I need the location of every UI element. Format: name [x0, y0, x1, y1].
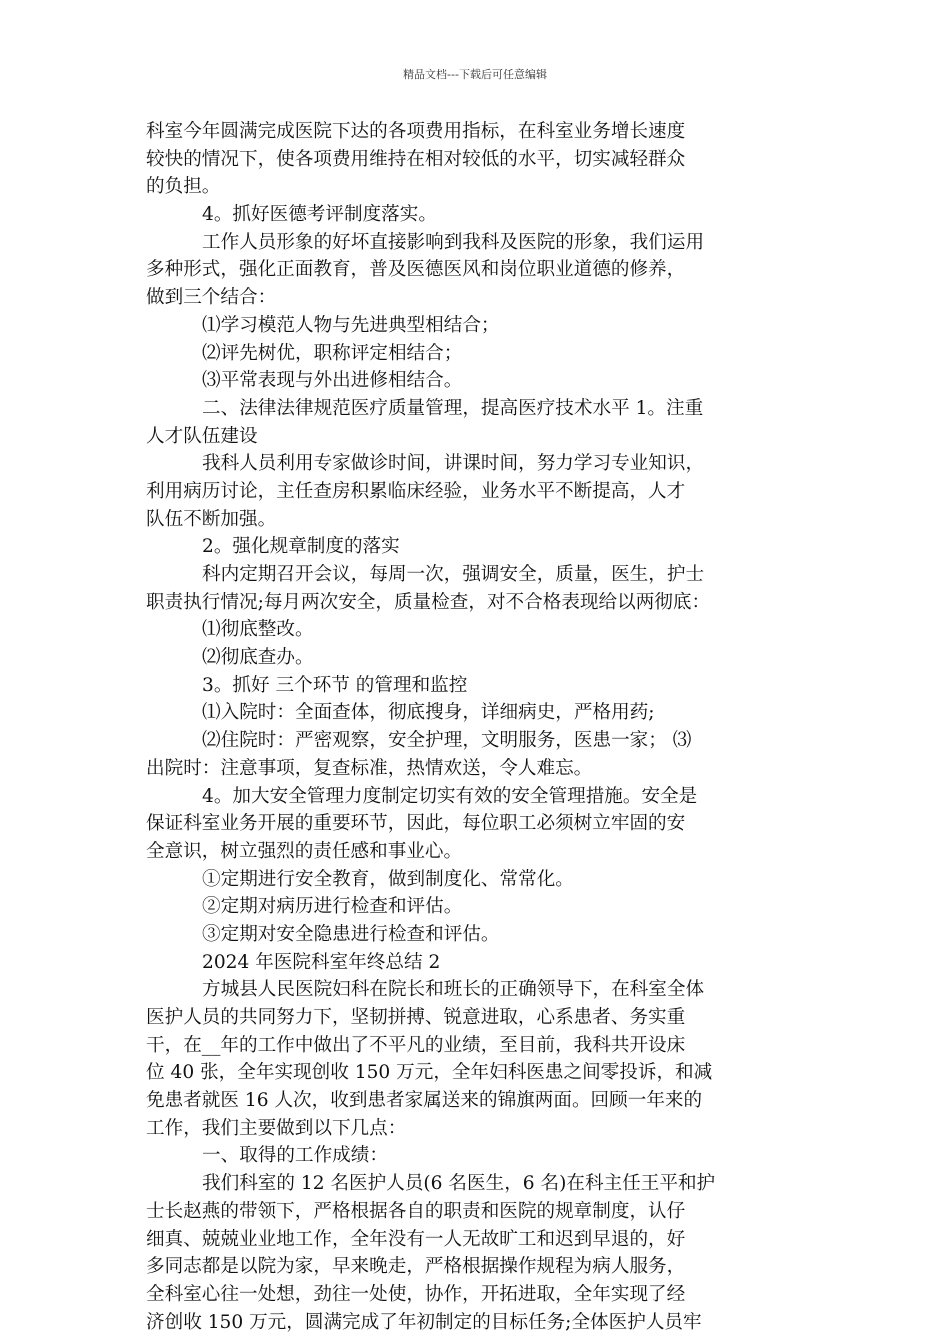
text-line: 细真、兢兢业业地工作，全年没有一人无故旷工和迟到早退的，好 — [146, 1228, 686, 1250]
text-line: 我们科室的 12 名医护人员(6 名医生，6 名)在科主任王平和护 — [202, 1173, 716, 1195]
text-line: 的负担。 — [146, 176, 221, 198]
text-line: 干，在__年的工作中做出了不平凡的业绩，至目前，我科共开设床 — [146, 1034, 686, 1056]
text-line: 多种形式，强化正面教育，普及医德医风和岗位职业道德的修养， — [146, 259, 686, 281]
text-line: ①定期进行安全教育，做到制度化、常常化。 — [202, 868, 574, 890]
text-line: 工作人员形象的好坏直接影响到我科及医院的形象，我们运用 — [202, 231, 705, 253]
text-line: 保证科室业务开展的重要环节，因此，每位职工必须树立牢固的安 — [146, 813, 686, 835]
text-line: ⑵住院时：严密观察，安全护理，文明服务，医患一家； ⑶ — [202, 730, 692, 752]
text-line: ⑴入院时：全面查体，彻底搜身，详细病史，严格用药; — [202, 702, 655, 724]
text-line: ③定期对安全隐患进行检查和评估。 — [202, 923, 500, 945]
text-line: 科内定期召开会议，每周一次，强调安全，质量，医生，护士 — [202, 564, 705, 585]
text-line: ②定期对病历进行检查和评估。 — [202, 896, 463, 918]
document-body — [146, 118, 808, 1336]
text-line: 我科人员利用专家做诊时间，讲课时间，努力学习专业知识， — [202, 453, 705, 475]
text-line: 济创收 150 万元，圆满完成了年初制定的目标任务;全体医护人员牢 — [146, 1311, 702, 1333]
text-line: 医护人员的共同努力下，坚韧拼搏、锐意进取，心系患者、务实重 — [146, 1007, 686, 1028]
text-line: 利用病历讨论，主任查房积累临床经验，业务水平不断提高，人才 — [146, 480, 686, 502]
text-line: 2024 年医院科室年终总结 2 — [202, 951, 441, 973]
text-line: ⑵评先树优，职称评定相结合； — [202, 342, 463, 364]
page-header: 精品文档---下载后可任意编辑 — [403, 68, 547, 81]
text-line: 全科室心往一处想，劲往一处使，协作，开拓进取，全年实现了经 — [146, 1283, 686, 1305]
text-line: 3。抓好 三个环节 的管理和监控 — [202, 674, 468, 696]
text-line: 全意识，树立强烈的责任感和事业心。 — [146, 840, 463, 862]
text-line: ⑴学习模范人物与先进典型相结合； — [202, 314, 500, 336]
text-line: 4。抓好医德考评制度落实。 — [202, 204, 437, 226]
text-line: 二、法律法律规范医疗质量管理，提高医疗技术水平 1。注重 — [202, 397, 704, 419]
text-line: 多同志都是以院为家，早来晚走，严格根据操作规程为病人服务， — [146, 1256, 686, 1278]
text-line: 方城县人民医院妇科在院长和班长的正确领导下，在科室全体 — [202, 979, 705, 1001]
text-line: 4。加大安全管理力度制定切实有效的安全管理措施。安全是 — [202, 785, 698, 807]
text-line: 一、取得的工作成绩： — [202, 1145, 388, 1167]
text-line: 出院时：注意事项，复查标准，热情欢送，令人难忘。 — [146, 757, 593, 779]
text-line: 士长赵燕的带领下，严格根据各自的职责和医院的规章制度，认仔 — [146, 1200, 686, 1222]
text-line: 位 40 张，全年实现创收 150 万元，全年妇科医患之间零投诉，和减 — [146, 1062, 713, 1084]
text-line: 免患者就医 16 人次，收到患者家属送来的锦旗两面。回顾一年来的 — [146, 1090, 703, 1112]
text-line: ⑴彻底整改。 — [202, 619, 314, 641]
text-line: ⑵彻底查办。 — [202, 647, 314, 669]
text-line: 职责执行情况;每月两次安全，质量检查，对不合格表现给以两彻底： — [146, 591, 711, 613]
text-line: 做到三个结合： — [146, 287, 277, 309]
text-line: 工作，我们主要做到以下几点： — [146, 1117, 407, 1139]
text-line: 队伍不断加强。 — [146, 508, 277, 530]
text-line: 科室今年圆满完成医院下达的各项费用指标，在科室业务增长速度 — [146, 121, 686, 142]
text-line: 人才队伍建设 — [146, 425, 258, 447]
text-line: ⑶平常表现与外出进修相结合。 — [202, 370, 463, 392]
text-line: 较快的情况下，使各项费用维持在相对较低的水平，切实减轻群众 — [146, 148, 686, 170]
text-line: 2。强化规章制度的落实 — [202, 536, 400, 558]
